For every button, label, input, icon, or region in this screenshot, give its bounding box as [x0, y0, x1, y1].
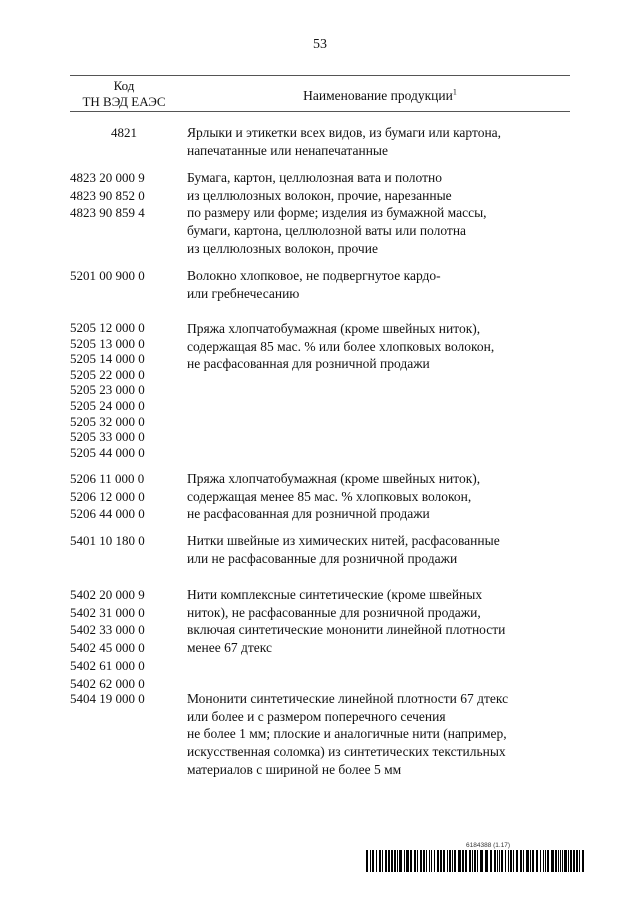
tnved-code: 5402 62 000 0: [70, 675, 145, 691]
tnved-code: 5402 61 000 0: [70, 657, 145, 673]
name-line: из целлюлозных волокон, прочие: [187, 240, 378, 256]
tnved-code: 5401 10 180 0: [70, 533, 145, 548]
name-line: Бумага, картон, целлюлозная вата и полотно: [187, 170, 442, 185]
tnved-code: 4821: [111, 125, 137, 140]
row-codes: [70, 169, 182, 222]
name-line: напечатанные или ненапечатанные: [187, 142, 388, 158]
row-product-name: [187, 124, 572, 159]
name-line: содержащая 85 мас. % или более хлопковых волокон,: [187, 338, 495, 354]
tnved-code: 5206 44 000 0: [70, 506, 145, 522]
page-number: 53: [313, 37, 327, 52]
tnved-code: 5205 24 000 0: [70, 397, 145, 413]
name-line: или не расфасованные для розничной продажи: [187, 550, 458, 566]
name-line: не более 1 мм; плоские и аналогичные нити (например,: [187, 726, 507, 742]
column-header-code: [70, 78, 178, 110]
row-product-name: [187, 690, 572, 779]
table-top-rule: [70, 75, 570, 76]
name-line: материалов с шириной не более 5 мм: [187, 761, 402, 777]
tnved-code: 5402 31 000 0: [70, 604, 145, 620]
tnved-code: 5206 11 000 0: [70, 471, 145, 486]
row-product-name: [187, 532, 572, 567]
tnved-code: 4823 90 859 4: [70, 205, 145, 221]
tnved-code: 5205 12 000 0: [70, 320, 145, 335]
name-line: бумаги, картона, целлюлозной ваты или полотна: [187, 223, 467, 239]
tnved-code: 5205 44 000 0: [70, 444, 145, 460]
row-product-name: [187, 320, 572, 373]
tnved-code: 5402 20 000 9: [70, 587, 145, 602]
tnved-code: 4823 20 000 9: [70, 170, 145, 185]
tnved-code: 5205 22 000 0: [70, 366, 145, 382]
row-product-name: [187, 267, 572, 302]
tnved-code: 5206 12 000 0: [70, 488, 145, 504]
tnved-code: 5201 00 900 0: [70, 268, 145, 283]
name-line: Пряжа хлопчатобумажная (кроме швейных ниток),: [187, 471, 481, 486]
row-codes: [70, 470, 182, 523]
name-line: Мононити синтетические линейной плотности 67 дтекс: [187, 691, 509, 706]
name-line: включая синтетические мононити линейной плотности: [187, 622, 506, 638]
row-product-name: [187, 586, 572, 657]
column-header-name-text: Наименование продукции: [303, 88, 453, 103]
name-line: по размеру или форме; изделия из бумажной массы,: [187, 205, 487, 221]
document-id: 6184388 (1.17): [466, 842, 511, 849]
row-codes: [70, 586, 182, 692]
name-line: менее 67 дтекс: [187, 640, 272, 656]
row-product-name: [187, 169, 572, 258]
row-product-name: [187, 470, 572, 523]
name-line: не расфасованная для розничной продажи: [187, 356, 430, 372]
row-codes: [70, 532, 182, 550]
tnved-code: 5402 45 000 0: [70, 640, 145, 656]
column-header-code-line2: ТН ВЭД ЕАЭС: [82, 94, 166, 109]
table-header-rule: [70, 111, 570, 112]
name-line: или гребнечесанию: [187, 285, 300, 301]
barcode-icon: [366, 850, 588, 872]
tnved-code: 5205 13 000 0: [70, 335, 145, 351]
name-line: Ярлыки и этикетки всех видов, из бумаги или картона,: [187, 125, 502, 140]
name-line: не расфасованная для розничной продажи: [187, 506, 430, 522]
name-line: Волокно хлопковое, не подвергнутое кардо-: [187, 268, 441, 283]
name-line: Нитки швейные из химических нитей, расфасованные: [187, 533, 500, 548]
name-line: или более и с размером поперечного сечения: [187, 708, 446, 724]
tnved-code: 4823 90 852 0: [70, 187, 145, 203]
tnved-code: 5205 33 000 0: [70, 429, 145, 445]
column-header-name: [190, 88, 570, 104]
name-line: содержащая менее 85 мас. % хлопковых волокон,: [187, 488, 472, 504]
column-header-code-line1: Код: [113, 78, 135, 93]
row-codes: [70, 320, 182, 460]
document-footer: [366, 842, 588, 872]
tnved-code: 5205 14 000 0: [70, 351, 145, 367]
row-codes: [70, 124, 178, 142]
name-line: из целлюлозных волокон, прочие, нарезанные: [187, 187, 452, 203]
tnved-code: 5404 19 000 0: [70, 691, 145, 706]
name-line: Пряжа хлопчатобумажная (кроме швейных ниток),: [187, 321, 481, 336]
tnved-code: 5402 33 000 0: [70, 622, 145, 638]
name-line: Нити комплексные синтетические (кроме швейных: [187, 587, 483, 602]
name-line: искусственная соломка) из синтетических текстильных: [187, 744, 506, 760]
row-codes: [70, 267, 182, 285]
tnved-code: 5205 32 000 0: [70, 413, 145, 429]
footnote-marker: 1: [452, 87, 457, 97]
name-line: ниток), не расфасованные для розничной продажи,: [187, 604, 481, 620]
tnved-code: 5205 23 000 0: [70, 382, 145, 398]
row-codes: [70, 690, 182, 708]
